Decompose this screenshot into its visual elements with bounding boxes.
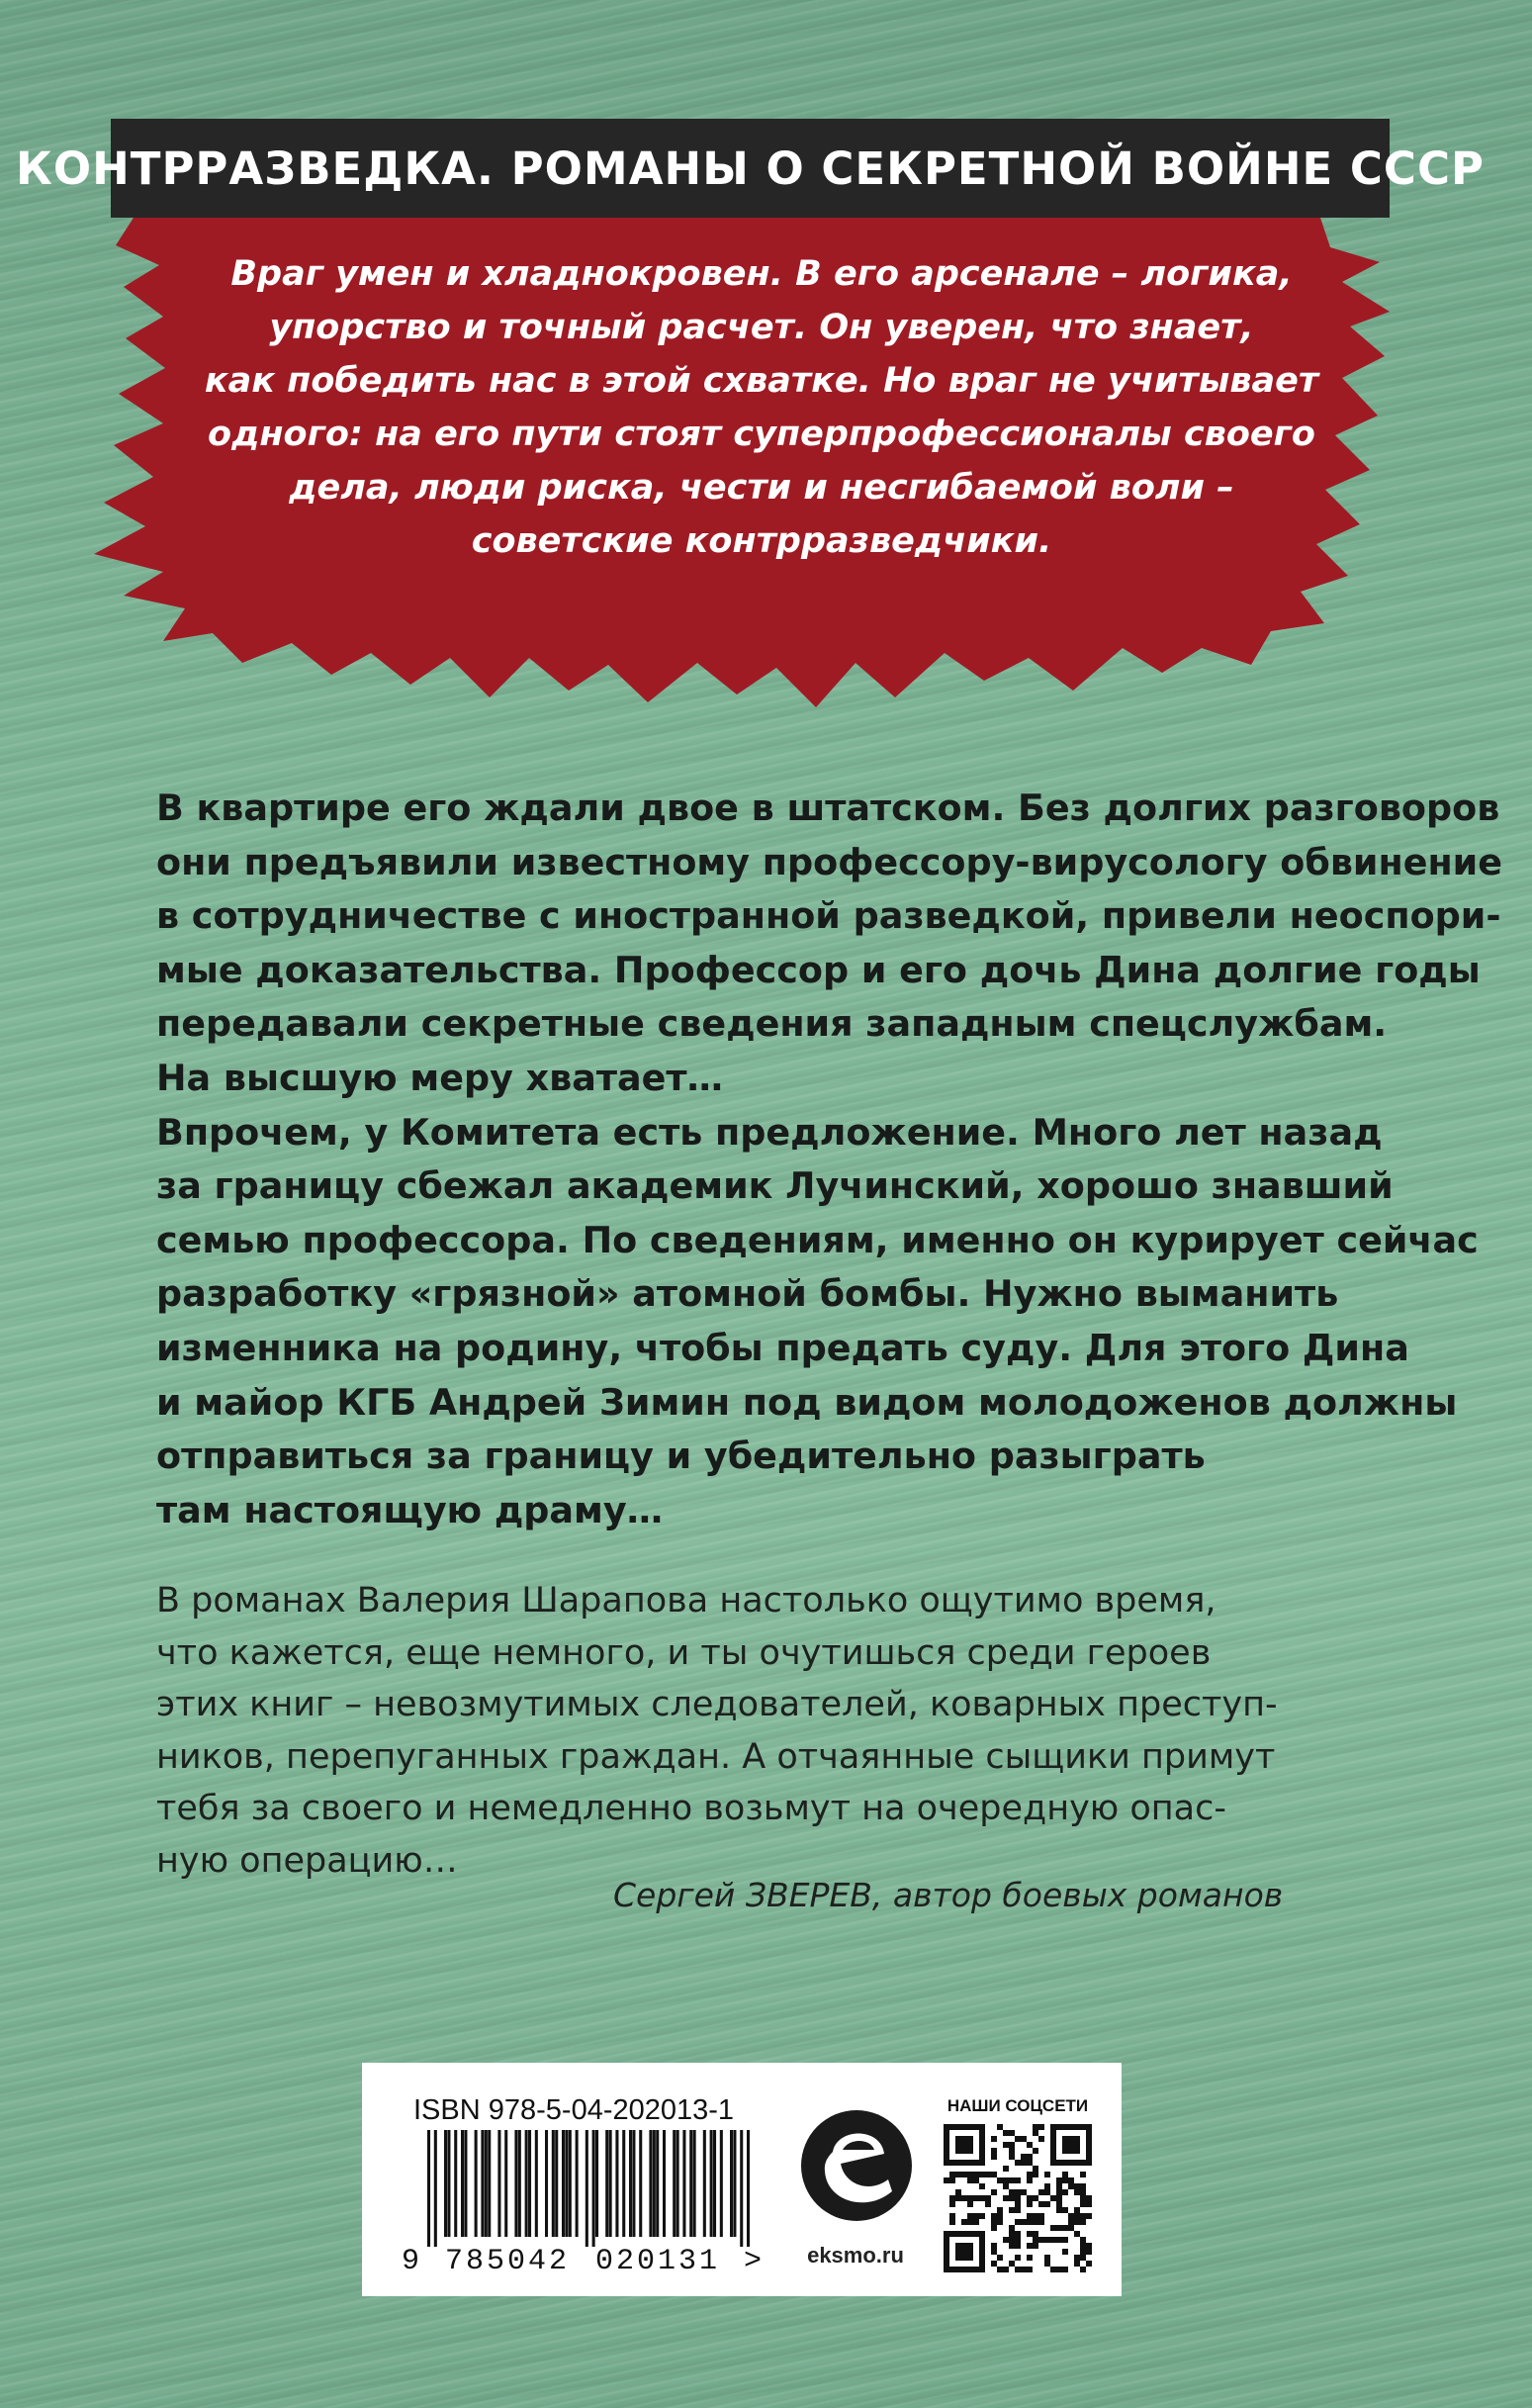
synopsis-line: На высшую меру хватает… — [156, 1056, 724, 1099]
tagline-line: как победить нас в этой схватке. Но враг не учитывает — [204, 361, 1319, 401]
review-line: В романах Валерия Шарапова настолько ощутимо время, — [156, 1581, 1217, 1621]
qr-code-icon — [944, 2124, 1092, 2272]
review-line: ную операцию… — [156, 1840, 458, 1881]
barcode-lead-digit: 9 — [402, 2245, 420, 2278]
synopsis — [156, 782, 1503, 1537]
series-title: КОНТРРАЗВЕДКА. РОМАНЫ О СЕКРЕТНОЙ ВОЙНЕ СССР — [16, 141, 1485, 195]
synopsis-line: семью профессора. По сведениям, именно он курирует сейчас — [156, 1218, 1479, 1261]
synopsis-line: Впрочем, у Комитета есть предложение. Много лет назад — [156, 1110, 1383, 1154]
social-networks-label: НАШИ СОЦСЕТИ — [946, 2096, 1089, 2115]
publisher-info-box — [362, 2063, 1122, 2296]
tagline-line: советские контрразведчики. — [471, 521, 1052, 561]
synopsis-line: В квартире его ждали двое в штатском. Без долгих разговоров — [156, 787, 1500, 829]
barcode-right-digits: 020131 — [595, 2245, 721, 2278]
synopsis-line: они предъявили известному профессору-вирусологу обвинение — [156, 840, 1503, 883]
eksmo-logo-icon — [797, 2098, 916, 2247]
synopsis-line: за границу сбежал академик Лучинский, хорошо знавший — [156, 1164, 1394, 1208]
synopsis-line: передавали секретные сведения западным спецслужбам. — [156, 1002, 1388, 1046]
synopsis-line: там настоящую драму… — [156, 1488, 664, 1531]
synopsis-line: разработку «грязной» атомной бомбы. Нужно выманить — [156, 1272, 1339, 1316]
review-author: Сергей ЗВЕРЕВ, автор боевых романов — [613, 1876, 1284, 1914]
review-line: тебя за своего и немедленно возьмут на очередную опас- — [156, 1789, 1226, 1828]
synopsis-line: в сотрудничестве с иностранной разведкой, привели неоспори- — [156, 894, 1501, 938]
isbn-number: ISBN 978-5-04-202013-1 — [413, 2094, 735, 2126]
synopsis-line: изменника на родину, чтобы предать суду. Для этого Дина — [156, 1326, 1409, 1369]
tagline-line: упорство и точный расчет. Он уверен, что знает, — [269, 308, 1254, 347]
tagline — [158, 247, 1365, 568]
tagline-line: одного: на его пути стоят суперпрофессионалы своего — [208, 415, 1315, 454]
synopsis-line: отправиться за границу и убедительно разыграть — [156, 1435, 1206, 1478]
synopsis-line: мые доказательства. Профессор и его дочь Дина долгие годы — [156, 948, 1481, 991]
barcode-trail-mark: > — [744, 2245, 763, 2278]
review-line: этих книг – невозмутимых следователей, коварных преступ- — [156, 1685, 1278, 1724]
review-quote — [156, 1575, 1343, 1887]
barcode-left-digits: 785042 — [445, 2245, 571, 2278]
tagline-line: Враг умен и хладнокровен. В его арсенале – логика, — [230, 254, 1293, 294]
tagline-line: дела, люди риска, чести и несгибаемой воли – — [289, 468, 1234, 508]
review-line: что кажется, еще немного, и ты очутишься среди героев — [156, 1632, 1212, 1673]
series-banner — [16, 119, 1485, 218]
publisher-url: eksmo.ru — [807, 2243, 904, 2268]
synopsis-line: и майор КГБ Андрей Зимин под видом молодоженов должны — [156, 1380, 1458, 1424]
isbn-barcode — [398, 2130, 773, 2278]
review-line: ников, перепуганных граждан. А отчаянные сыщики примут — [156, 1736, 1276, 1777]
